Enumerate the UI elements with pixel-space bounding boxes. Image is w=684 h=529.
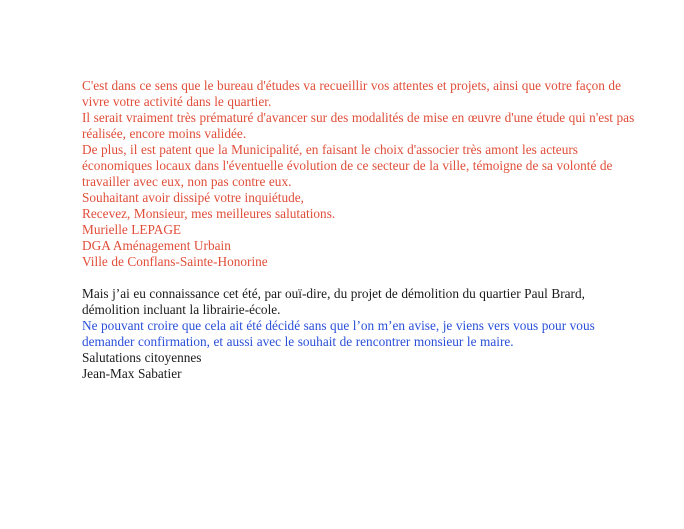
letter-body [82,78,636,382]
letter-paragraph: De plus, il est patent que la Municipalité, en faisant le choix d'associer très amont les acteurs économiques locaux dans l'éventuelle évolution de ce secteur de la ville, témoigne de sa volonté de travailler avec eux, non pas contre eux. [82,142,613,189]
letter-paragraph: Ne pouvant croire que cela ait été décidé sans que l’on m’en avise, je viens vers vous pour vous demander confirmation, et aussi avec le souhait de rencontrer monsieur le maire. [82,318,595,349]
letter-paragraph: Recevez, Monsieur, mes meilleures salutations. [82,206,336,221]
letter-paragraph: Mais j’ai eu connaissance cet été, par ouï-dire, du projet de démolition du quartier Paul Brard, démolition incluant la librairie-école. [82,286,585,317]
letter-paragraph: C'est dans ce sens que le bureau d'études va recueillir vos attentes et projets, ainsi que votre façon de vivre votre activité dans le quartier. [82,78,621,109]
letter-paragraph: DGA Aménagement Urbain [82,238,231,253]
letter-paragraph: Murielle LEPAGE [82,222,182,237]
letter-paragraph: Jean-Max Sabatier [82,366,182,381]
letter-paragraph: Ville de Conflans-Sainte-Honorine [82,254,268,269]
blank-line [82,270,636,286]
letter-paragraph: Il serait vraiment très prématuré d'avancer sur des modalités de mise en œuvre d'une étude qui n'est pas réalisée, encore moins validée. [82,110,635,141]
letter-paragraph: Salutations citoyennes [82,350,202,365]
letter-paragraph: Souhaitant avoir dissipé votre inquiétude, [82,190,305,205]
